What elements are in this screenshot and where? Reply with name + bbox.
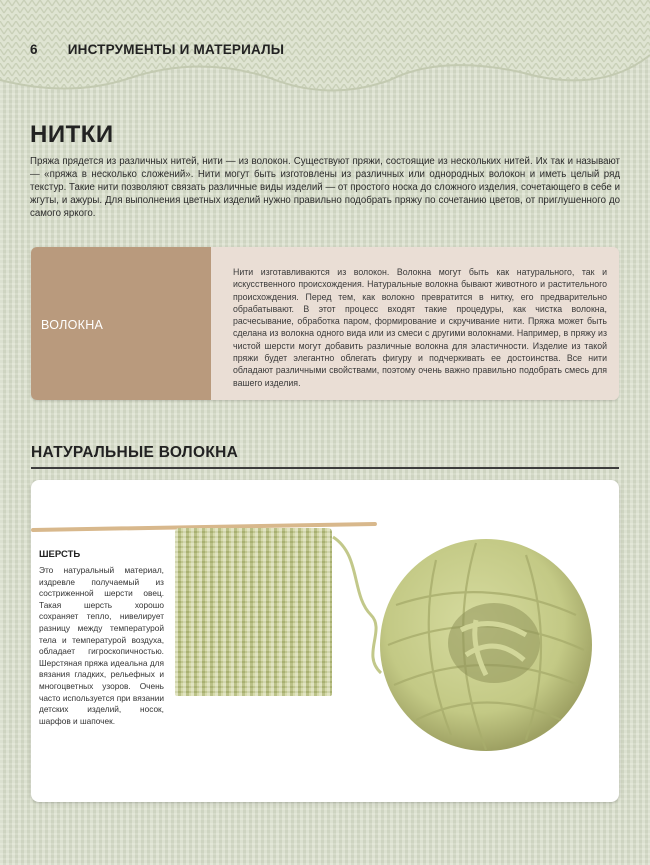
wool-card xyxy=(31,480,619,802)
section-divider xyxy=(31,467,619,469)
intro-paragraph: Пряжа прядется из различных нитей, нити — из волокон. Существуют пряжи, состоящие из нескольких нитей. Их так и называют — «пряжа в несколько сложений». Нити могут быть изготовлены из различных или однородных волокон и иметь целый ряд текстур. Такие нити позволяют связать различные виды изделий — от простого носка до сложного изделия, сочетающего в себе и жгуты, и ажуры. Для выполнения цветных изделий нужно правильно подобрать пряжу по сочетанию цветов, от приглушенного до самого яркого. xyxy=(30,156,620,220)
section-title: ИНСТРУМЕНТЫ И МАТЕРИАЛЫ xyxy=(67,42,285,57)
fibers-panel-label-area xyxy=(31,247,211,400)
page-number: 6 xyxy=(30,42,38,57)
page-title: НИТКИ xyxy=(30,121,114,148)
running-header xyxy=(30,42,284,57)
section-heading: НАТУРАЛЬНЫЕ ВОЛОКНА xyxy=(31,444,239,461)
wool-title: ШЕРСТЬ xyxy=(39,549,81,560)
yarn-ball-image xyxy=(376,535,596,755)
knitted-swatch-image xyxy=(175,528,332,696)
fibers-label: ВОЛОКНА xyxy=(41,318,104,332)
fibers-text: Нити изготавливаются из волокон. Волокна могут быть как натурального, так и искусственного происхождения. Натуральные волокна бывают животного и растительного происхождения. Перед тем, как волокно превратится в нитку, его предварительно обрабатывают. В этот процесс входят такие процедуры, как чистка волокна, расчесывание, обработка паром, формирование и скручивание нити. Пряжа может быть сделана из волокна одного вида или из смеси с другими волокнами. Например, в пряжу из чистой шерсти могут добавить различные волокна для эластичности. Изделие из такой пряжи будет элегантно облегать фигуру и подчеркивать ее достоинства. Все нити обладают различными свойствами, поэтому очень важно правильно подобрать смесь для вашего изделия. xyxy=(211,247,619,400)
fibers-panel xyxy=(31,247,619,400)
wool-description: Это натуральный материал, издревле получаемый из состриженной шерсти овец. Такая шерсть хорошо сохраняет тепло, нивелирует разницу между температурой тела и температурой воздуха, обладает гигроскопичностью. Шерстяная пряжа идеальна для вязания гладких, рельефных и многоцветных узоров. Очень часто используется при вязании детских изделий, носок, шарфов и шапочек. xyxy=(39,565,164,726)
